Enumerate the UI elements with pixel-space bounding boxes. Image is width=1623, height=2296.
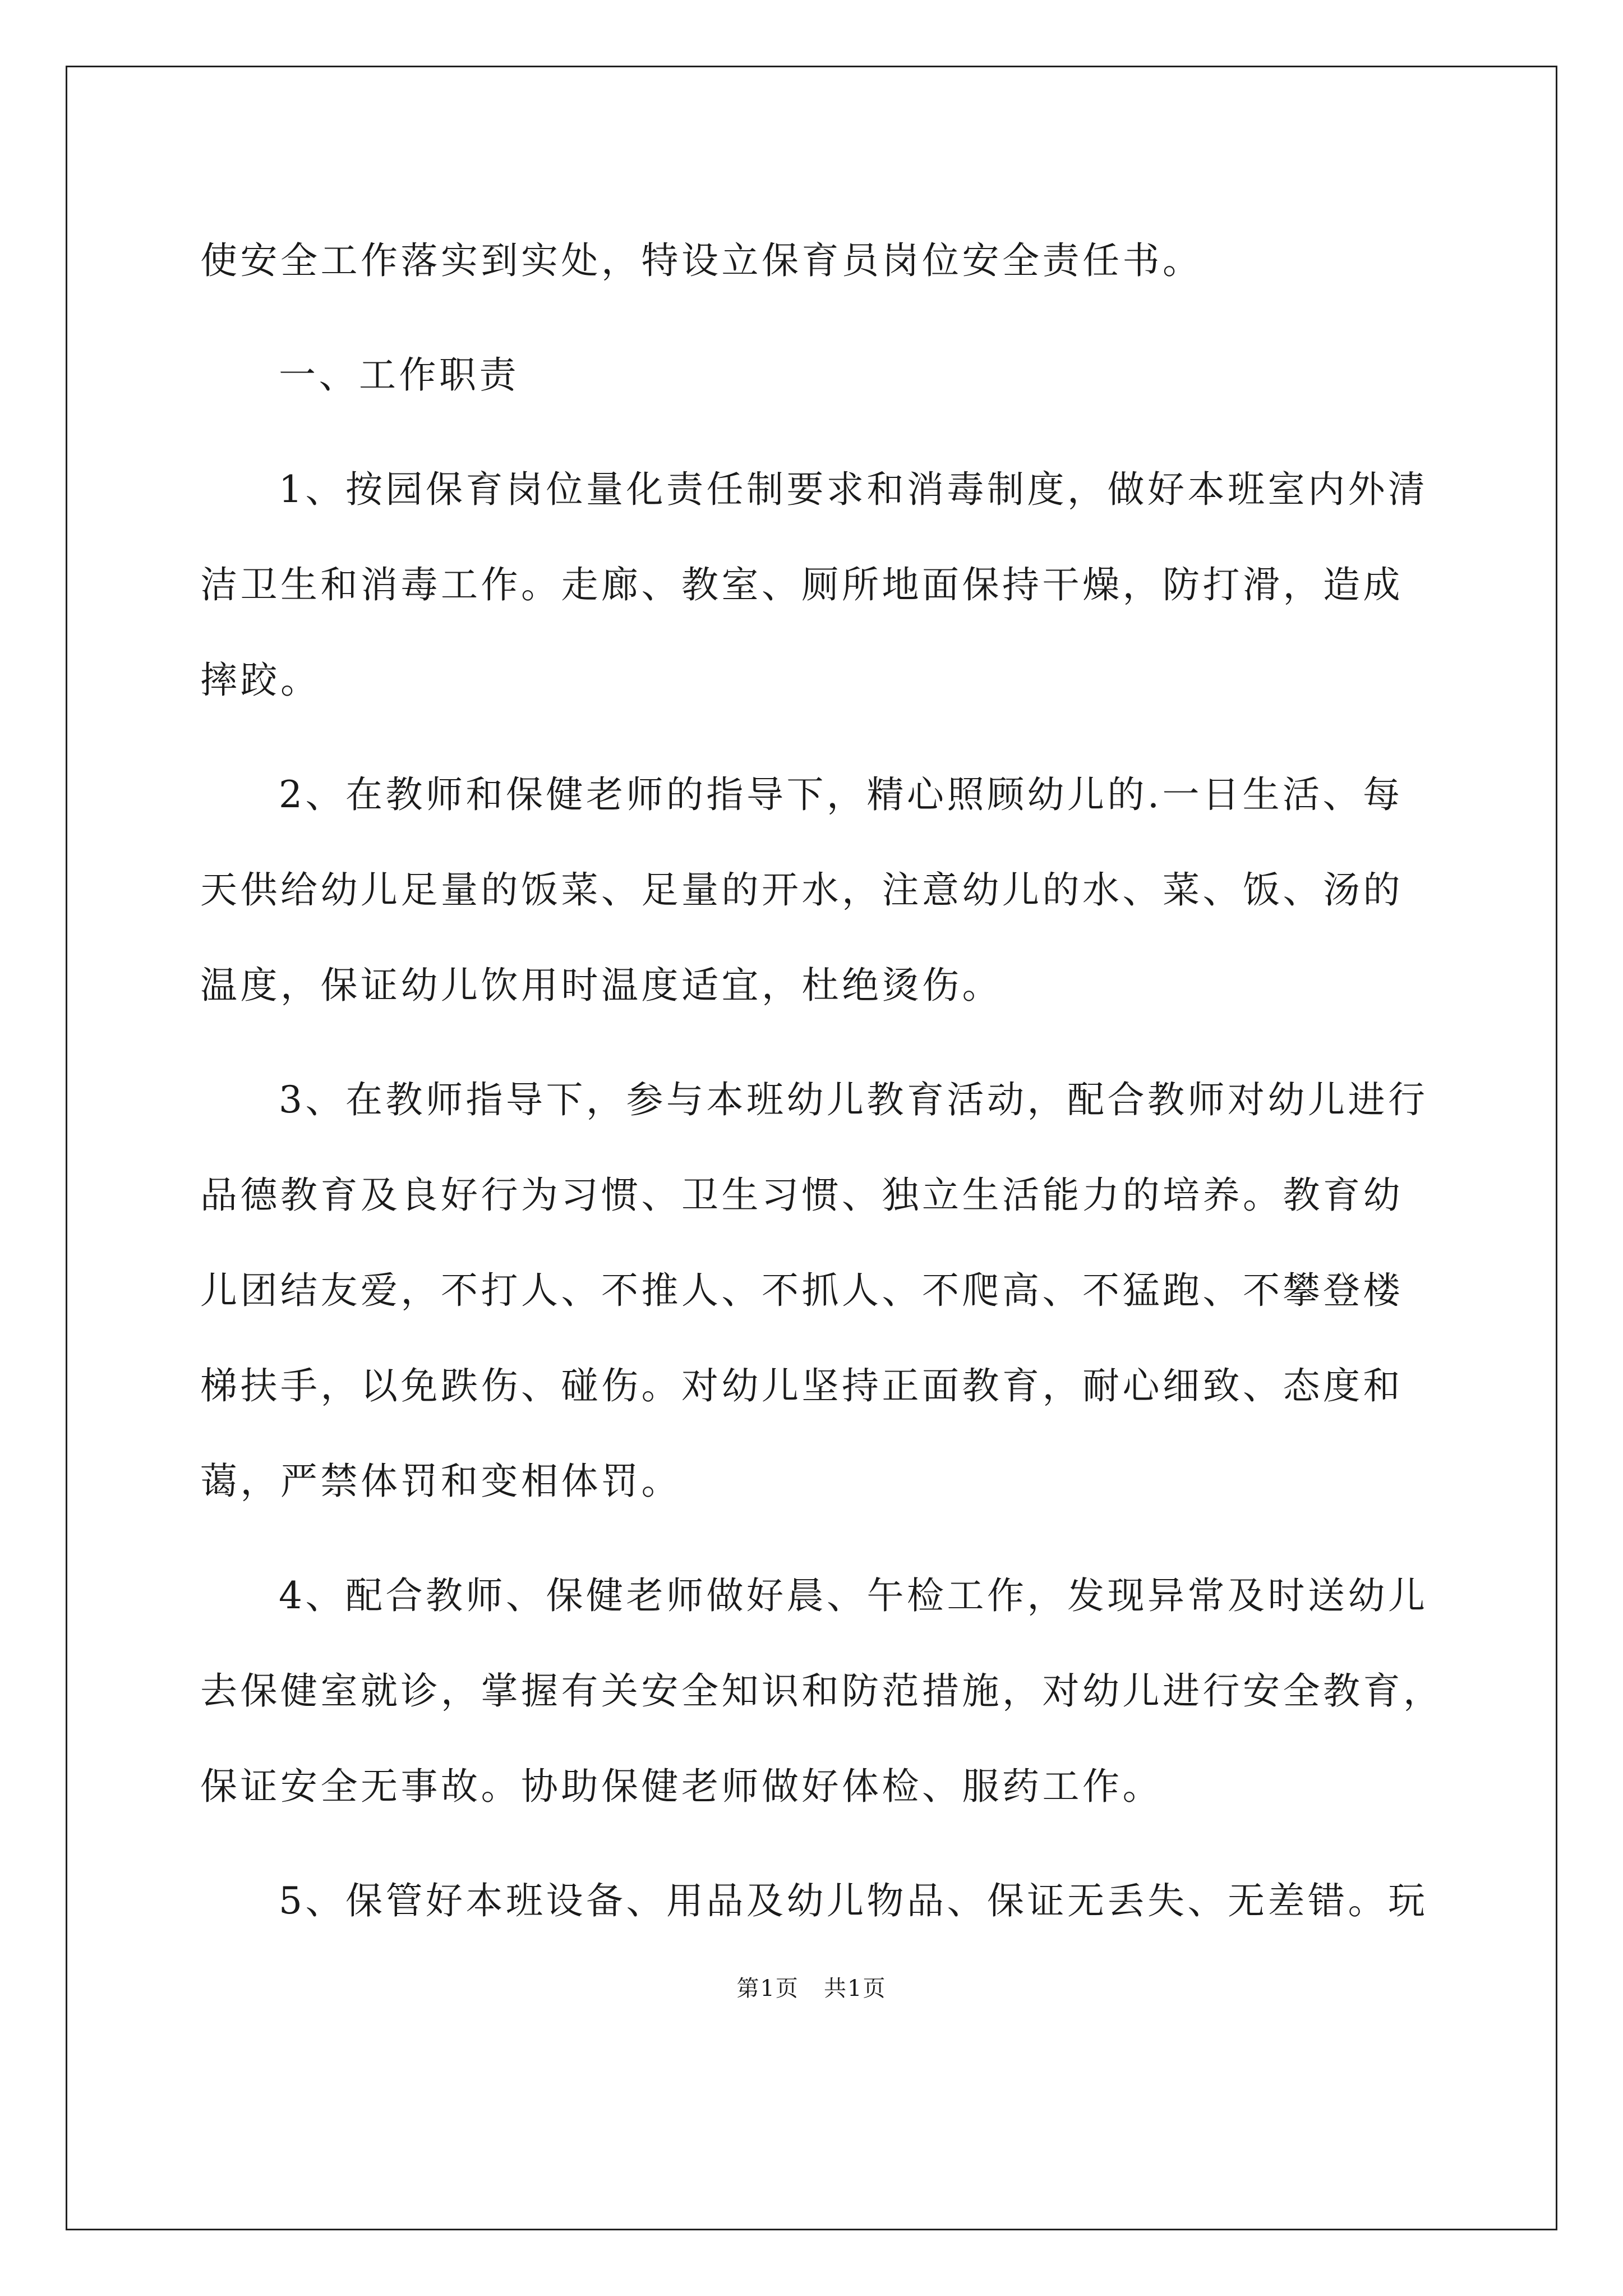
text-line: 2、在教师和保健老师的指导下，精心照顾幼儿的.一日生活、每 — [279, 773, 1403, 816]
paragraph-1 — [200, 442, 1434, 728]
page-number: 第1页 共1页 — [736, 1976, 887, 2001]
text-line: 洁卫生和消毒工作。走廊、教室、厕所地面保持干燥，防打滑，造成 — [200, 563, 1403, 606]
text-line: 品德教育及良好行为习惯、卫生习惯、独立生活能力的培养。教育幼 — [200, 1174, 1403, 1217]
text-line: 儿团结友爱，不打人、不推人、不抓人、不爬高、不猛跑、不攀登楼 — [200, 1269, 1403, 1312]
text-line: 梯扶手，以免跌伤、碰伤。对幼儿坚持正面教育，耐心细致、态度和 — [200, 1364, 1403, 1407]
text-line: 使安全工作落实到实处，特设立保育员岗位安全责任书。 — [200, 239, 1203, 282]
paragraph-5 — [200, 1853, 1434, 1949]
text-line: 蔼，严禁体罚和变相体罚。 — [200, 1460, 681, 1503]
document-body — [200, 213, 1444, 1949]
text-line: 保证安全无事故。协助保健老师做好体检、服药工作。 — [200, 1765, 1163, 1808]
paragraph-4 — [200, 1548, 1444, 1834]
text-line: 1、按园保育岗位量化责任制要求和消毒制度，做好本班室内外清 — [279, 468, 1428, 511]
section-heading: 一、工作职责 — [279, 353, 519, 397]
text-line: 温度，保证幼儿饮用时温度适宜，杜绝烫伤。 — [200, 964, 1002, 1007]
paragraph-2 — [200, 747, 1434, 1033]
text-line: 5、保管好本班设备、用品及幼儿物品、保证无丢失、无差错。玩 — [279, 1879, 1428, 1922]
text-line: 4、配合教师、保健老师做好晨、午检工作，发现异常及时送幼儿 — [279, 1574, 1428, 1617]
text-line: 摔跤。 — [200, 659, 321, 702]
paragraph-3 — [200, 1052, 1434, 1529]
text-line: 3、在教师指导下，参与本班幼儿教育活动，配合教师对幼儿进行 — [279, 1078, 1428, 1121]
text-line: 去保健室就诊，掌握有关安全知识和防范措施，对幼儿进行安全教育， — [200, 1669, 1444, 1713]
text-line: 天供给幼儿足量的饭菜、足量的开水，注意幼儿的水、菜、饭、汤的 — [200, 868, 1403, 912]
